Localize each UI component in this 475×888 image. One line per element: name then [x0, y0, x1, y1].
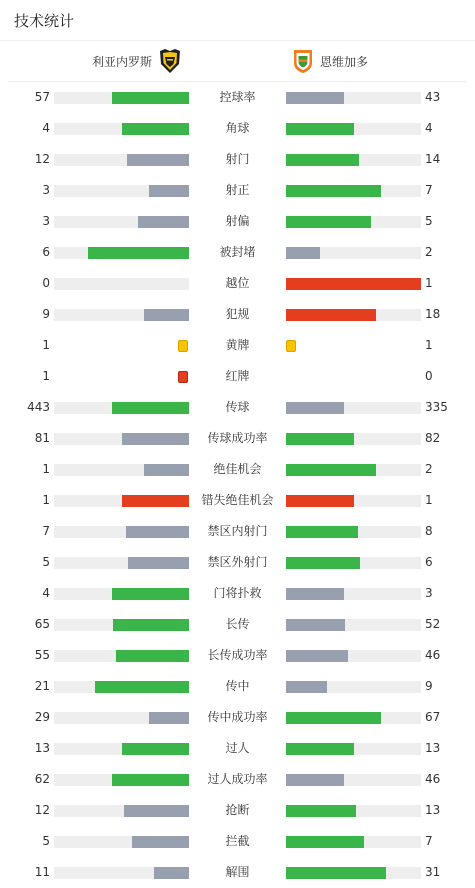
home-stat-bar [54, 216, 189, 228]
home-stat-value: 12 [34, 803, 50, 817]
home-stat-value: 81 [34, 431, 50, 445]
home-stat-value: 1 [42, 369, 50, 383]
home-stat-value: 7 [42, 524, 50, 538]
stat-label: 解围 [225, 865, 250, 879]
away-stat-bar [286, 309, 421, 321]
away-stat-value: 82 [425, 431, 441, 445]
home-stat-bar [54, 123, 189, 135]
home-stat-bar [54, 836, 189, 848]
away-stat-bar [286, 805, 421, 817]
stat-row [0, 547, 475, 578]
away-stat-bar [286, 526, 421, 538]
home-stat-bar [54, 526, 189, 538]
home-stat-bar-fill [132, 836, 189, 848]
away-stat-bar-fill [286, 433, 354, 445]
home-stat-bar-fill [126, 526, 189, 538]
away-stat-bar-fill [286, 185, 381, 197]
stat-label: 绝佳机会 [213, 462, 262, 476]
envigado-crest-icon [292, 48, 314, 74]
away-stat-bar-fill [286, 464, 376, 476]
away-stat-value: 335 [425, 400, 448, 414]
home-stat-bar-fill [112, 402, 189, 414]
away-stat-bar [286, 681, 421, 693]
home-team[interactable] [92, 41, 182, 81]
stat-label: 长传成功率 [207, 648, 268, 662]
stat-row [0, 702, 475, 733]
home-stat-value: 65 [34, 617, 50, 631]
away-stat-bar [286, 836, 421, 848]
away-stat-value: 5 [425, 214, 433, 228]
away-stat-bar-fill [286, 123, 354, 135]
stat-label: 禁区内射门 [207, 524, 268, 538]
home-stat-bar-fill [128, 557, 189, 569]
away-stat-bar [286, 712, 421, 724]
home-stat-bar-fill [113, 619, 189, 631]
away-stat-bar-fill [286, 309, 376, 321]
home-stat-bar [54, 867, 189, 879]
home-stat-bar [54, 712, 189, 724]
home-stat-value: 5 [42, 834, 50, 848]
away-stat-bar-fill [286, 216, 371, 228]
stat-label: 黄牌 [225, 338, 250, 352]
home-stat-bar-fill [154, 867, 189, 879]
home-stat-bar [54, 805, 189, 817]
away-stat-value: 8 [425, 524, 433, 538]
stat-row [0, 113, 475, 144]
stat-row [0, 392, 475, 423]
stat-label: 错失绝佳机会 [201, 493, 274, 507]
stat-label: 射门 [225, 152, 250, 166]
home-stat-bar [54, 247, 189, 259]
stat-row [0, 144, 475, 175]
home-stat-bar [54, 774, 189, 786]
away-stat-bar [286, 278, 421, 290]
away-stat-value: 31 [425, 865, 441, 879]
stat-row [0, 485, 475, 516]
home-stat-bar [54, 402, 189, 414]
stats-list [0, 82, 475, 888]
away-team-name: 恩维加多 [320, 54, 369, 69]
home-stat-bar-fill [122, 743, 190, 755]
home-stat-bar [54, 433, 189, 445]
stat-row [0, 764, 475, 795]
home-stat-bar [54, 743, 189, 755]
away-stat-bar-fill [286, 247, 320, 259]
stat-row [0, 454, 475, 485]
home-stat-bar-fill [88, 247, 189, 259]
home-stat-value: 4 [42, 586, 50, 600]
away-stat-value: 7 [425, 834, 433, 848]
away-stat-bar-fill [286, 92, 344, 104]
home-stat-bar [54, 588, 189, 600]
home-stat-value: 13 [34, 741, 50, 755]
home-stat-bar-fill [144, 464, 189, 476]
away-stat-value: 2 [425, 462, 433, 476]
stat-label: 过人成功率 [207, 772, 268, 786]
away-stat-bar [286, 557, 421, 569]
home-stat-value: 3 [42, 183, 50, 197]
stat-label: 过人 [225, 741, 250, 755]
away-team[interactable] [292, 41, 368, 81]
away-stat-bar-fill [286, 154, 359, 166]
home-stat-bar-fill [149, 185, 190, 197]
home-stat-value: 12 [34, 152, 50, 166]
stat-row [0, 733, 475, 764]
stat-row [0, 795, 475, 826]
home-stat-bar-fill [112, 588, 189, 600]
away-stat-value: 46 [425, 648, 441, 662]
away-stat-bar [286, 154, 421, 166]
home-stat-value: 9 [42, 307, 50, 321]
home-stat-bar-fill [149, 712, 190, 724]
page-header [0, 0, 475, 41]
home-stat-bar [54, 681, 189, 693]
stat-label: 传中 [225, 679, 250, 693]
home-stat-value: 57 [34, 90, 50, 104]
page-title: 技术统计 [14, 11, 75, 30]
away-stat-bar [286, 743, 421, 755]
teams-header [8, 41, 467, 82]
away-stat-bar [286, 464, 421, 476]
away-stat-value: 43 [425, 90, 441, 104]
away-stat-value: 1 [425, 338, 433, 352]
home-stat-bar [54, 154, 189, 166]
away-stat-bar [286, 867, 421, 879]
stat-row [0, 578, 475, 609]
stat-label: 传球成功率 [207, 431, 268, 445]
away-stat-value: 18 [425, 307, 441, 321]
home-stat-value: 21 [34, 679, 50, 693]
stat-row [0, 206, 475, 237]
home-team-name: 利亚内罗斯 [91, 54, 152, 69]
home-stat-bar-fill [122, 433, 190, 445]
away-stat-value: 13 [425, 803, 441, 817]
home-stat-bar-fill [127, 154, 189, 166]
home-stat-value: 29 [34, 710, 50, 724]
away-stat-bar [286, 433, 421, 445]
away-stat-bar-fill [286, 805, 356, 817]
stat-label: 拦截 [225, 834, 250, 848]
stat-label: 传中成功率 [207, 710, 268, 724]
home-stat-value: 3 [42, 214, 50, 228]
home-stat-value: 1 [42, 462, 50, 476]
away-stat-bar [286, 774, 421, 786]
away-stat-value: 0 [425, 369, 433, 383]
home-stat-bar-fill [124, 805, 189, 817]
away-stat-bar-fill [286, 681, 327, 693]
away-stat-value: 1 [425, 276, 433, 290]
stat-row [0, 175, 475, 206]
away-stat-bar-fill [286, 588, 344, 600]
yellow-card-icon [178, 340, 188, 352]
home-stat-bar [54, 557, 189, 569]
away-stat-value: 6 [425, 555, 433, 569]
home-stat-value: 1 [42, 493, 50, 507]
home-stat-bar [54, 464, 189, 476]
home-stat-value: 62 [34, 772, 50, 786]
home-stat-bar [54, 185, 189, 197]
home-stat-value: 55 [34, 648, 50, 662]
away-stat-bar-fill [286, 619, 345, 631]
stat-label: 传球 [225, 400, 250, 414]
home-stat-bar [54, 309, 189, 321]
stat-row [0, 299, 475, 330]
away-stat-bar-fill [286, 526, 358, 538]
away-stat-bar [286, 92, 421, 104]
stat-label: 禁区外射门 [207, 555, 268, 569]
away-stat-bar-fill [286, 402, 344, 414]
away-stat-value: 3 [425, 586, 433, 600]
stat-row [0, 857, 475, 888]
away-stat-bar-fill [286, 836, 364, 848]
home-stat-bar [54, 278, 189, 290]
away-stat-bar [286, 185, 421, 197]
red-card-icon [178, 371, 188, 383]
home-stat-bar [54, 495, 189, 507]
stat-row [0, 330, 475, 361]
stat-row [0, 640, 475, 671]
home-stat-bar [54, 619, 189, 631]
home-stat-value: 6 [42, 245, 50, 259]
away-stat-value: 4 [425, 121, 433, 135]
home-stat-value: 5 [42, 555, 50, 569]
home-stat-value: 0 [42, 276, 50, 290]
away-stat-bar [286, 619, 421, 631]
home-stat-bar-fill [144, 309, 189, 321]
stat-label: 被封堵 [219, 245, 256, 259]
stat-row [0, 423, 475, 454]
stat-label: 门将扑救 [213, 586, 262, 600]
stat-label: 犯规 [225, 307, 250, 321]
stat-row [0, 361, 475, 392]
stat-label: 射偏 [225, 214, 250, 228]
away-stat-bar-fill [286, 867, 386, 879]
away-stat-bar [286, 402, 421, 414]
away-stat-value: 14 [425, 152, 441, 166]
home-stat-bar-fill [112, 774, 189, 786]
yellow-card-icon [286, 340, 296, 352]
away-stat-value: 9 [425, 679, 433, 693]
stat-row [0, 237, 475, 268]
stat-label: 越位 [225, 276, 250, 290]
away-stat-bar [286, 123, 421, 135]
stat-row [0, 268, 475, 299]
away-stat-value: 67 [425, 710, 441, 724]
away-stat-value: 2 [425, 245, 433, 259]
away-stat-bar-fill [286, 774, 344, 786]
away-stat-value: 1 [425, 493, 433, 507]
stat-row [0, 826, 475, 857]
stat-row [0, 609, 475, 640]
away-stat-bar [286, 216, 421, 228]
away-stat-bar-fill [286, 712, 381, 724]
home-stat-bar-fill [116, 650, 189, 662]
away-stat-bar-fill [286, 495, 354, 507]
stat-row [0, 82, 475, 113]
home-stat-bar-fill [112, 92, 189, 104]
away-stat-value: 7 [425, 183, 433, 197]
home-stat-bar [54, 92, 189, 104]
away-stat-bar-fill [286, 743, 354, 755]
stat-label: 抢断 [225, 803, 250, 817]
stat-row [0, 516, 475, 547]
home-stat-value: 4 [42, 121, 50, 135]
stat-label: 射正 [225, 183, 250, 197]
home-stat-bar [54, 650, 189, 662]
home-stat-bar-fill [95, 681, 190, 693]
home-stat-bar-fill [122, 123, 190, 135]
away-stat-bar-fill [286, 557, 360, 569]
away-stat-value: 13 [425, 741, 441, 755]
stat-row [0, 671, 475, 702]
stat-label: 长传 [225, 617, 250, 631]
home-stat-bar-fill [138, 216, 189, 228]
away-stat-bar [286, 650, 421, 662]
away-stat-bar [286, 588, 421, 600]
away-stat-bar [286, 247, 421, 259]
home-stat-bar-fill [122, 495, 190, 507]
away-stat-bar-fill [286, 278, 421, 290]
stat-label: 角球 [225, 121, 250, 135]
stat-label: 控球率 [219, 90, 256, 104]
lianeros-crest-icon [158, 48, 182, 74]
home-stat-value: 443 [27, 400, 50, 414]
away-stat-bar-fill [286, 650, 348, 662]
away-stat-bar [286, 495, 421, 507]
stat-label: 红牌 [225, 369, 250, 383]
away-stat-value: 46 [425, 772, 441, 786]
away-stat-value: 52 [425, 617, 441, 631]
home-stat-value: 11 [34, 865, 50, 879]
home-stat-value: 1 [42, 338, 50, 352]
